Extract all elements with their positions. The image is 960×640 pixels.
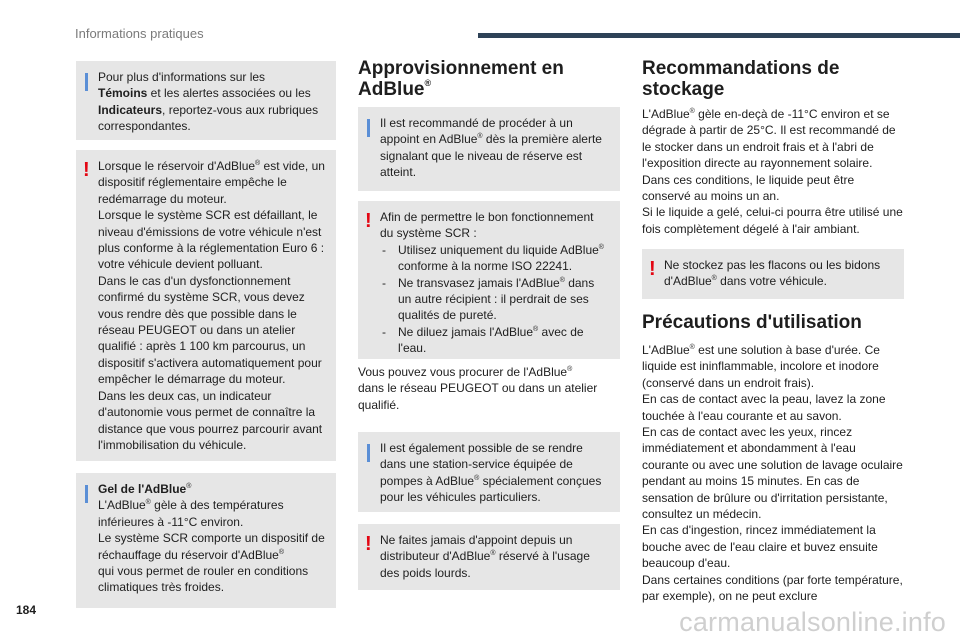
paragraph-precautions: L'AdBlue® est une solution à base d'urée. Ce liquide est ininflammable, incolore et inodore (conservé dans un endroit frais). En cas de contact avec la peau, lavez la zone touchée à l'eau courante et au savon. En cas de contact avec les yeux, rincez immédiatement et abondamment à l'eau courante ou avec une solution de lavage oculaire pendant au moins 15 minutes. En cas de sensation de brûlure ou d'irritation persistante, consultez un médecin. En cas d'ingestion, rincez immédiatement la bouche avec de l'eau claire et buvez ensuite beaucoup d'eau. Dans certaines conditions (par forte température, par exemple), on ne peut exclure [642, 343, 903, 604]
page-number: 184 [16, 603, 37, 617]
warning-icon: ! [83, 159, 90, 181]
warning-box-no-storage-in-vehicle: ! Ne stockez pas les flacons ou les bidons d'AdBlue® dans votre véhicule. [642, 249, 904, 299]
header-bar [478, 33, 960, 38]
heading-adblue-supply: Approvisionnement en AdBlue® [358, 58, 564, 100]
warning-icon: ! [649, 258, 656, 280]
info-marker-icon [85, 73, 88, 91]
warning-box-empty-tank: ! Lorsque le réservoir d'AdBlue® est vide, un dispositif réglementaire empêche le redémarrage du moteur. Lorsque le système SCR est défaillant, le niveau d'émissions de votre véhicule n'est plus conforme à la réglementation Euro 6 : votre véhicule devient polluant. Dans le cas d'un dysfonctionnement confirmé du système SCR, vous devez vous rendre dès que possible dans le réseau PEUGEOT ou dans un atelier qualifié : après 1 100 km parcourus, un dispositif s'activera automatiquement pour empêcher le démarrage du moteur. Dans les deux cas, un indicateur d'autonomie vous permet de connaître la distance que vous pourrez parcourir avant l'immobilisation du véhicule. [76, 150, 336, 461]
info-box-references: Pour plus d'informations sur les Témoins et les alertes associées ou les Indicateurs, reportez-vous aux rubriques correspondantes. [76, 61, 336, 140]
warning-box-scr-operation: ! Afin de permettre le bon fonctionnement du système SCR : - Utilisez uniquement du liquide AdBlue® conforme à la norme ISO 22241. - Ne transvasez jamais l'AdBlue® dans un autre récipient : il perdrait de ses qualités de pureté. - Ne diluez jamais l'AdBlue® avec de l'eau. [358, 201, 620, 359]
list-item: - Ne diluez jamais l'AdBlue® avec de l'eau. [380, 324, 610, 357]
paragraph-where-to-buy: Vous pouvez vous procurer de l'AdBlue® dans le réseau PEUGEOT ou dans un atelier qualifié. [358, 365, 598, 412]
info-marker-icon [85, 485, 88, 503]
warning-icon: ! [365, 533, 372, 555]
heading-storage: Recommandations de stockage [642, 58, 840, 100]
info-box-refill-advice: Il est recommandé de procéder à un appoint en AdBlue® dès la première alerte signalant que le niveau de réserve est atteint. [358, 107, 620, 191]
info-marker-icon [367, 444, 370, 462]
paragraph-storage: L'AdBlue® gèle en-deçà de -11°C environ et se dégrade à partir de 25°C. Il est recommandé de le stocker dans un endroit frais et à l'abri de l'exposition directe au rayonnement solaire. Dans ces conditions, le liquide peut être conservé au moins un an. Si le liquide a gelé, celui-ci pourra être utilisé une fois complètement dégelé à l'air ambiant. [642, 107, 903, 236]
heading-precautions: Précautions d'utilisation [642, 312, 862, 333]
watermark: carmanualsonline.info [679, 607, 946, 637]
warning-icon: ! [365, 210, 372, 232]
info-marker-icon [367, 119, 370, 137]
list-item: - Utilisez uniquement du liquide AdBlue® conforme à la norme ISO 22241. [380, 242, 610, 275]
warning-box-truck-pumps: ! Ne faites jamais d'appoint depuis un distributeur d'AdBlue® réservé à l'usage des poids lourds. [358, 524, 620, 590]
info-box-frost: Gel de l'AdBlue® L'AdBlue® gèle à des températures inférieures à -11°C environ. Le système SCR comporte un dispositif de réchauffage du réservoir d'AdBlue® qui vous permet de rouler en conditions climatiques très froides. [76, 473, 336, 608]
info-box-service-station: Il est également possible de se rendre dans une station-service équipée de pompes à AdBlue® spécialement conçues pour les véhicules particuliers. [358, 432, 620, 512]
list-item: - Ne transvasez jamais l'AdBlue® dans un autre récipient : il perdrait de ses qualités de pureté. [380, 275, 610, 324]
section-title: Informations pratiques [75, 26, 204, 41]
